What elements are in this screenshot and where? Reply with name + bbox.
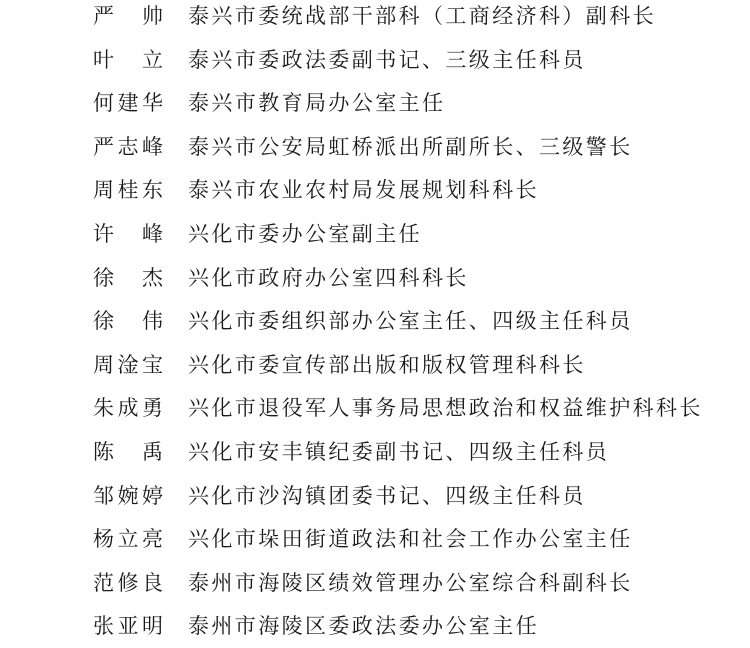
person-title: 兴化市垛田街道政法和社会工作办公室主任 — [188, 527, 633, 552]
person-name — [93, 474, 163, 518]
name-character: 帅 — [142, 4, 163, 28]
name-character: 周 — [93, 178, 114, 203]
name-character: 禹 — [142, 440, 163, 464]
name-character: 何 — [93, 91, 114, 116]
name-character: 东 — [142, 178, 163, 203]
person-title: 泰兴市委统战部干部科（工商经济科）副科长 — [188, 4, 656, 28]
person-name — [93, 299, 163, 343]
name-character: 良 — [142, 570, 163, 595]
name-character: 范 — [93, 570, 114, 595]
person-name — [93, 561, 163, 605]
name-character: 建 — [117, 91, 139, 116]
name-character: 严 — [93, 134, 114, 159]
person-title: 兴化市安丰镇纪委副书记、四级主任科员 — [188, 440, 610, 464]
name-character: 徐 — [93, 309, 114, 334]
person-title: 泰兴市委政法委副书记、三级主任科员 — [188, 47, 586, 72]
name-character: 宝 — [142, 352, 163, 377]
list-item — [0, 212, 750, 256]
name-character: 徐 — [93, 265, 114, 290]
name-character: 杰 — [142, 265, 163, 290]
list-item — [0, 343, 750, 387]
person-name — [93, 517, 163, 561]
person-title: 兴化市沙沟镇团委书记、四级主任科员 — [188, 483, 586, 508]
person-name — [93, 38, 163, 82]
person-name — [93, 256, 163, 300]
person-name — [93, 168, 163, 212]
person-title: 兴化市委组织部办公室主任、四级主任科员 — [188, 309, 633, 334]
person-name — [93, 0, 163, 38]
person-name — [93, 386, 163, 430]
list-item — [0, 474, 750, 518]
name-character: 叶 — [93, 47, 114, 72]
person-title: 兴化市政府办公室四科科长 — [188, 265, 469, 290]
person-title: 泰兴市农业农村局发展规划科科长 — [188, 178, 539, 203]
name-character: 陈 — [93, 440, 114, 464]
name-character: 桂 — [117, 178, 139, 203]
name-character: 张 — [93, 614, 114, 639]
name-character: 峰 — [142, 222, 163, 246]
person-title: 泰兴市教育局办公室主任 — [188, 91, 446, 116]
person-title: 兴化市委宣传部出版和版权管理科科长 — [188, 352, 586, 377]
name-character: 严 — [93, 4, 114, 28]
person-title: 泰州市海陵区绩效管理办公室综合科副科长 — [188, 570, 633, 595]
person-name — [93, 125, 163, 169]
person-title: 兴化市委办公室副主任 — [188, 222, 422, 246]
name-character: 婷 — [142, 483, 163, 508]
list-item — [0, 125, 750, 169]
name-character: 修 — [117, 570, 139, 595]
person-name — [93, 212, 163, 256]
name-character: 亮 — [142, 527, 163, 552]
person-name — [93, 343, 163, 387]
list-item — [0, 604, 750, 648]
name-character: 勇 — [142, 396, 163, 421]
name-character: 伟 — [142, 309, 163, 334]
person-title: 兴化市退役军人事务局思想政治和权益维护科科长 — [188, 396, 703, 421]
name-character: 婉 — [117, 483, 139, 508]
name-character: 淦 — [117, 352, 139, 377]
name-character: 明 — [142, 614, 163, 639]
list-item — [0, 386, 750, 430]
person-title: 泰兴市公安局虹桥派出所副所长、三级警长 — [188, 134, 633, 159]
list-item — [0, 38, 750, 82]
person-title: 泰州市海陵区委政法委办公室主任 — [188, 614, 539, 639]
name-character: 朱 — [93, 396, 114, 421]
name-character: 亚 — [117, 614, 139, 639]
list-item — [0, 81, 750, 125]
name-character: 许 — [93, 222, 114, 246]
name-character: 邹 — [93, 483, 114, 508]
person-name — [93, 430, 163, 474]
name-character: 华 — [142, 91, 163, 116]
person-name — [93, 81, 163, 125]
name-character: 志 — [117, 134, 139, 159]
list-item — [0, 430, 750, 474]
list-item — [0, 561, 750, 605]
name-character: 成 — [117, 396, 139, 421]
list-item — [0, 299, 750, 343]
list-item — [0, 168, 750, 212]
name-character: 周 — [93, 352, 114, 377]
person-name — [93, 604, 163, 648]
name-character: 立 — [142, 47, 163, 72]
list-item — [0, 0, 750, 38]
list-item — [0, 256, 750, 300]
name-character: 立 — [117, 527, 139, 552]
name-character: 峰 — [142, 134, 163, 159]
list-item — [0, 517, 750, 561]
name-character: 杨 — [93, 527, 114, 552]
